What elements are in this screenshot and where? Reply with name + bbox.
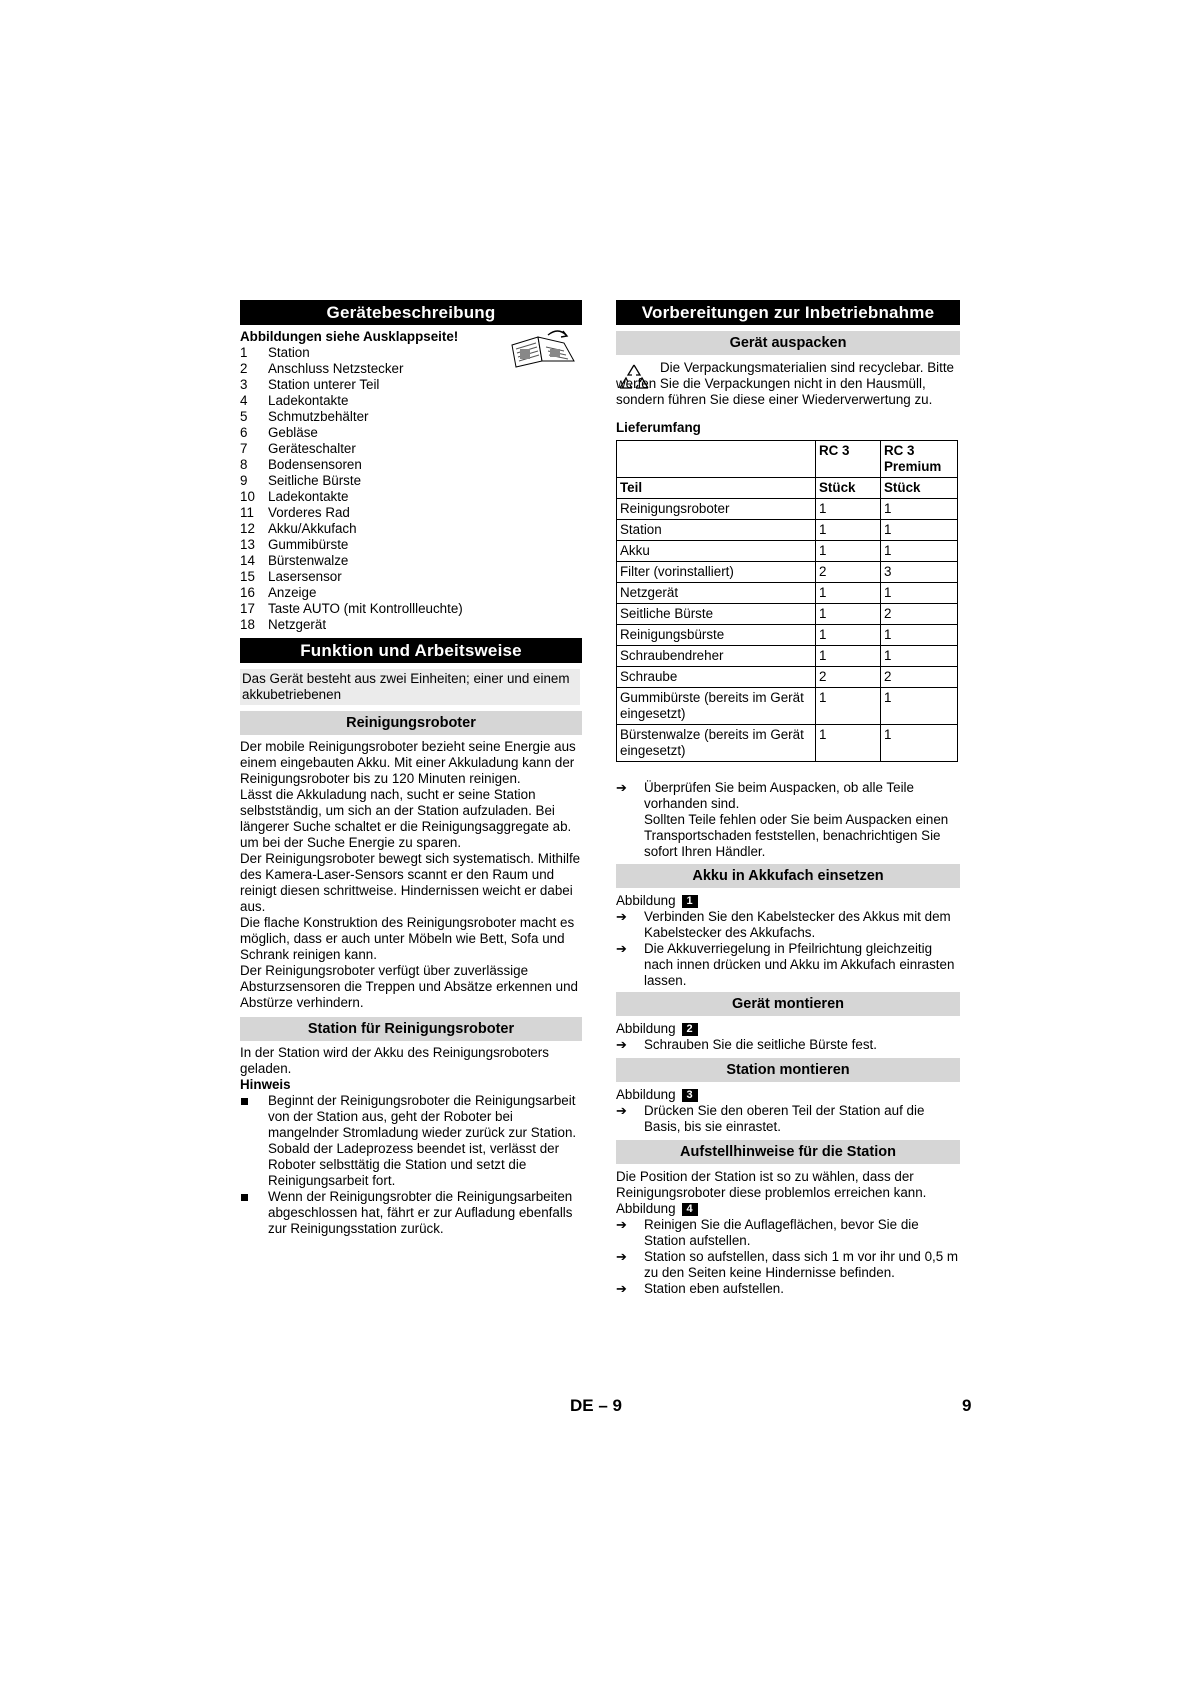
part-number: 7 <box>240 441 248 456</box>
part-label: Geräteschalter <box>268 441 356 456</box>
setup-steps <box>616 1217 960 1297</box>
paragraph: Die flache Konstruktion des Reinigungsroboter macht es möglich, dass er auch unter Möbeln wie Bett, Sofa und Schrank reinigen kann. <box>240 915 575 962</box>
figure-label: Abbildung <box>616 1021 676 1036</box>
table-cell: Schraube <box>617 667 816 688</box>
part-number: 17 <box>240 601 255 616</box>
paragraph: Der mobile Reinigungsroboter bezieht seine Energie aus einem eingebauten Akku. Mit einer Akkuladung kann der Reinigungsroboter bis zu 120 Minuten reinigen. <box>240 739 576 786</box>
part-label: Ladekontakte <box>268 489 349 504</box>
part-number: 5 <box>240 409 248 424</box>
table-cell: Bürstenwalze (bereits im Gerät eingesetzt) <box>617 725 816 762</box>
part-number: 1 <box>240 345 248 360</box>
table-cell: 1 <box>816 604 881 625</box>
table-row <box>617 520 958 541</box>
figures-note: Abbildungen siehe Ausklappseite! <box>240 329 459 344</box>
subsection-title-montieren: Gerät montieren <box>616 992 960 1016</box>
table-cell: Filter (vorinstalliert) <box>617 562 816 583</box>
square-bullet-icon <box>240 1093 268 1189</box>
step-text: Station so aufstellen, dass sich 1 m vor ihr und 0,5 m zu den Seiten keine Hindernisse befinden. <box>644 1249 959 1280</box>
part-number: 9 <box>240 473 248 488</box>
check-steps <box>616 780 960 860</box>
figure-ref-4 <box>616 1201 960 1217</box>
parts-list <box>240 345 582 633</box>
part-label: Station <box>268 345 310 360</box>
part-number: 18 <box>240 617 255 632</box>
station-text: In der Station wird der Akku des Reinigungsroboters geladen. <box>240 1045 549 1076</box>
part-label: Netzgerät <box>268 617 327 632</box>
list-item <box>240 473 582 489</box>
table-cell: 1 <box>816 520 881 541</box>
foldout-book-icon <box>508 327 580 369</box>
figure-number: 2 <box>682 1023 698 1036</box>
list-item <box>240 601 582 617</box>
list-item <box>616 1249 960 1281</box>
robot-description <box>240 739 582 1011</box>
part-number: 10 <box>240 489 255 504</box>
page-number: 9 <box>962 1396 972 1415</box>
table-row <box>617 441 958 478</box>
check-text-1: Überprüfen Sie beim Auspacken, ob alle Teile vorhanden sind. <box>644 780 914 811</box>
part-label: Station unterer Teil <box>268 377 380 392</box>
list-item <box>240 553 582 569</box>
step-text: Drücken Sie den oberen Teil der Station auf die Basis, bis sie einrastet. <box>644 1103 925 1134</box>
list-item <box>616 1037 960 1053</box>
part-number: 16 <box>240 585 255 600</box>
table-cell: 1 <box>816 646 881 667</box>
table-cell: 1 <box>881 725 958 762</box>
arrow-right-icon: ➔ <box>616 1103 627 1118</box>
part-number: 6 <box>240 425 248 440</box>
table-row <box>617 541 958 562</box>
figure-number: 1 <box>682 895 698 908</box>
part-label: Taste AUTO (mit Kontrollleuchte) <box>268 601 463 616</box>
table-cell: 1 <box>881 625 958 646</box>
list-item <box>240 1189 582 1237</box>
table-cell: 1 <box>816 725 881 762</box>
table-cell: Reinigungsroboter <box>617 499 816 520</box>
figure-label: Abbildung <box>616 893 676 908</box>
list-item <box>240 617 582 633</box>
arrow-right-icon: ➔ <box>616 1249 627 1264</box>
section-title-vorbereitungen: Vorbereitungen zur Inbetriebnahme <box>616 300 960 325</box>
table-row <box>617 583 958 604</box>
arrow-right-icon: ➔ <box>616 1037 627 1052</box>
table-cell: 2 <box>816 667 881 688</box>
figure-ref-3 <box>616 1087 960 1103</box>
figure-number: 3 <box>682 1089 698 1102</box>
list-item <box>616 1103 960 1135</box>
part-label: Gebläse <box>268 425 318 440</box>
akku-steps <box>616 909 960 989</box>
table-cell: 1 <box>816 541 881 562</box>
part-label: Bodensensoren <box>268 457 362 472</box>
table-cell: Netzgerät <box>617 583 816 604</box>
subsection-title-aufstellhinweise: Aufstellhinweise für die Station <box>616 1140 960 1164</box>
table-cell: Gummibürste (bereits im Gerät eingesetzt) <box>617 688 816 725</box>
table-cell: Akku <box>617 541 816 562</box>
part-label: Lasersensor <box>268 569 342 584</box>
table-cell: 1 <box>881 583 958 604</box>
unpack-text: Die Verpackungsmaterialien sind recyclebar. Bitte werfen Sie die Verpackungen nicht in den Hausmüll, sondern führen Sie diese einer Wiederverwertung zu. <box>616 360 954 407</box>
part-number: 8 <box>240 457 248 472</box>
table-cell: Station <box>617 520 816 541</box>
bullet-text: Wenn der Reinigungsrobter die Reinigungsarbeiten abgeschlossen hat, fährt er zur Aufladung ebenfalls zur Reinigungsstation zurück. <box>268 1189 573 1236</box>
arrow-right-icon: ➔ <box>616 780 627 795</box>
list-item <box>616 1217 960 1249</box>
list-item <box>240 585 582 601</box>
part-label: Ladekontakte <box>268 393 349 408</box>
figure-label: Abbildung <box>616 1201 676 1216</box>
table-row <box>617 725 958 762</box>
table-cell: Stück <box>881 478 958 499</box>
arrow-right-icon: ➔ <box>616 941 627 956</box>
table-cell: 1 <box>881 688 958 725</box>
table-row <box>617 562 958 583</box>
part-number: 14 <box>240 553 255 568</box>
part-number: 4 <box>240 393 248 408</box>
table-cell: 2 <box>881 667 958 688</box>
mount-steps <box>616 1037 960 1053</box>
square-bullet-icon <box>240 1189 268 1237</box>
paragraph: Der Reinigungsroboter bewegt sich systematisch. Mithilfe des Kamera-Laser-Sensors scannt er den Raum und reinigt diesen schrittweise. Hindernissen weicht er dabei aus. <box>240 851 581 914</box>
list-item <box>616 780 960 860</box>
step-text: Die Akkuverriegelung in Pfeilrichtung gleichzeitig nach innen drücken und Akku im Akkufach einrasten lassen. <box>644 941 955 988</box>
part-label: Schmutzbehälter <box>268 409 369 424</box>
list-item <box>616 1281 960 1297</box>
table-row <box>617 499 958 520</box>
table-row <box>617 667 958 688</box>
figure-ref-2 <box>616 1021 960 1037</box>
part-label: Gummibürste <box>268 537 349 552</box>
table-cell: Teil <box>617 478 816 499</box>
list-item <box>240 441 582 457</box>
list-item <box>240 457 582 473</box>
list-item <box>240 505 582 521</box>
part-number: 13 <box>240 537 255 552</box>
table-cell: 1 <box>881 520 958 541</box>
table-cell: 1 <box>881 646 958 667</box>
table-cell: 1 <box>816 625 881 646</box>
table-cell: 1 <box>816 688 881 725</box>
part-label: Seitliche Bürste <box>268 473 362 488</box>
table-row <box>617 604 958 625</box>
step-text: Schrauben Sie die seitliche Bürste fest. <box>644 1037 877 1052</box>
figure-ref-1 <box>616 893 960 909</box>
table-cell: 1 <box>881 541 958 562</box>
note-label: Hinweis <box>240 1077 291 1092</box>
table-cell: 1 <box>816 583 881 604</box>
list-item <box>240 537 582 553</box>
parts-block <box>240 329 582 633</box>
section-title-funktion: Funktion und Arbeitsweise <box>240 638 582 663</box>
table-cell: RC 3 <box>816 441 881 478</box>
list-item <box>240 521 582 537</box>
part-label: Anschluss Netzstecker <box>268 361 404 376</box>
table-row <box>617 478 958 499</box>
list-item <box>240 1093 582 1189</box>
table-cell: Seitliche Bürste <box>617 604 816 625</box>
table-cell: Reinigungsbürste <box>617 625 816 646</box>
part-label: Vorderes Rad <box>268 505 350 520</box>
list-item <box>240 409 582 425</box>
step-text: Reinigen Sie die Auflageflächen, bevor Sie die Station aufstellen. <box>644 1217 919 1248</box>
table-row <box>617 625 958 646</box>
table-cell: RC 3 Premium <box>881 441 958 478</box>
part-label: Bürstenwalze <box>268 553 349 568</box>
subsection-title-station-montieren: Station montieren <box>616 1058 960 1082</box>
list-item <box>240 569 582 585</box>
part-number: 12 <box>240 521 255 536</box>
subsection-title-akku: Akku in Akkufach einsetzen <box>616 864 960 888</box>
list-item <box>240 393 582 409</box>
list-item <box>616 941 960 989</box>
step-text: Station eben aufstellen. <box>644 1281 784 1296</box>
paragraph: Lässt die Akkuladung nach, sucht er seine Station selbstständig, um sich an der Station aufzuladen. Bei längerer Suche schaltet er die Reinigungsaggregate ab. um bei der Suche Energie zu sparen. <box>240 787 572 850</box>
table-cell <box>617 441 816 478</box>
step-text: Verbinden Sie den Kabelstecker des Akkus mit dem Kabelstecker des Akkufachs. <box>644 909 951 940</box>
table-row <box>617 646 958 667</box>
setup-text: Die Position der Station ist so zu wählen, dass der Reinigungsroboter diese problemlos erreichen kann. <box>616 1169 927 1200</box>
part-number: 2 <box>240 361 248 376</box>
station-mount-steps <box>616 1103 960 1135</box>
part-number: 3 <box>240 377 248 392</box>
table-row <box>617 688 958 725</box>
arrow-right-icon: ➔ <box>616 1217 627 1232</box>
table-cell: 3 <box>881 562 958 583</box>
part-number: 15 <box>240 569 255 584</box>
table-cell: 1 <box>816 499 881 520</box>
list-item <box>616 909 960 941</box>
list-item <box>240 377 582 393</box>
recycle-icon <box>616 362 652 396</box>
bullet-text: Beginnt der Reinigungsroboter die Reinigungsarbeit von der Station aus, geht der Roboter bei mangelnder Stromladung wieder zurück zur Station. Sobald der Ladeprozess beendet ist, verlässt der Roboter selbsttätig die Station und setzt die Reinigungsarbeit fort. <box>268 1093 577 1188</box>
table-cell: 2 <box>816 562 881 583</box>
subsection-title-station: Station für Reinigungsroboter <box>240 1017 582 1041</box>
figure-number: 4 <box>682 1203 698 1216</box>
table-cell: 2 <box>881 604 958 625</box>
left-column <box>240 300 582 1237</box>
table-cell: Schraubendreher <box>617 646 816 667</box>
note-bullets <box>240 1093 582 1237</box>
subsection-title-reinigungsroboter: Reinigungsroboter <box>240 711 582 735</box>
subsection-title-auspacken: Gerät auspacken <box>616 331 960 355</box>
scope-label: Lieferumfang <box>616 420 701 435</box>
paragraph: Der Reinigungsroboter verfügt über zuverlässige Absturzsensoren die Treppen und Absätze erkennen und Abstürze verhindern. <box>240 963 578 1010</box>
check-text-2: Sollten Teile fehlen oder Sie beim Auspacken einen Transportschaden feststellen, benachrichtigen Sie sofort Ihren Händler. <box>644 812 949 859</box>
arrow-right-icon: ➔ <box>616 1281 627 1296</box>
list-item <box>240 489 582 505</box>
figure-label: Abbildung <box>616 1087 676 1102</box>
unpack-block <box>616 360 960 408</box>
list-item <box>240 425 582 441</box>
table-cell: Stück <box>816 478 881 499</box>
page-label: DE – 9 <box>570 1396 622 1415</box>
part-label: Akku/Akkufach <box>268 521 357 536</box>
table-cell: 1 <box>881 499 958 520</box>
arrow-right-icon: ➔ <box>616 909 627 924</box>
section-title-geraetebeschreibung: Gerätebeschreibung <box>240 300 582 325</box>
delivery-scope-table <box>616 440 958 762</box>
part-label: Anzeige <box>268 585 317 600</box>
function-intro: Das Gerät besteht aus zwei Einheiten; einer und einem akkubetriebenen <box>240 669 580 705</box>
part-number: 11 <box>240 505 254 520</box>
right-column <box>616 300 960 1297</box>
